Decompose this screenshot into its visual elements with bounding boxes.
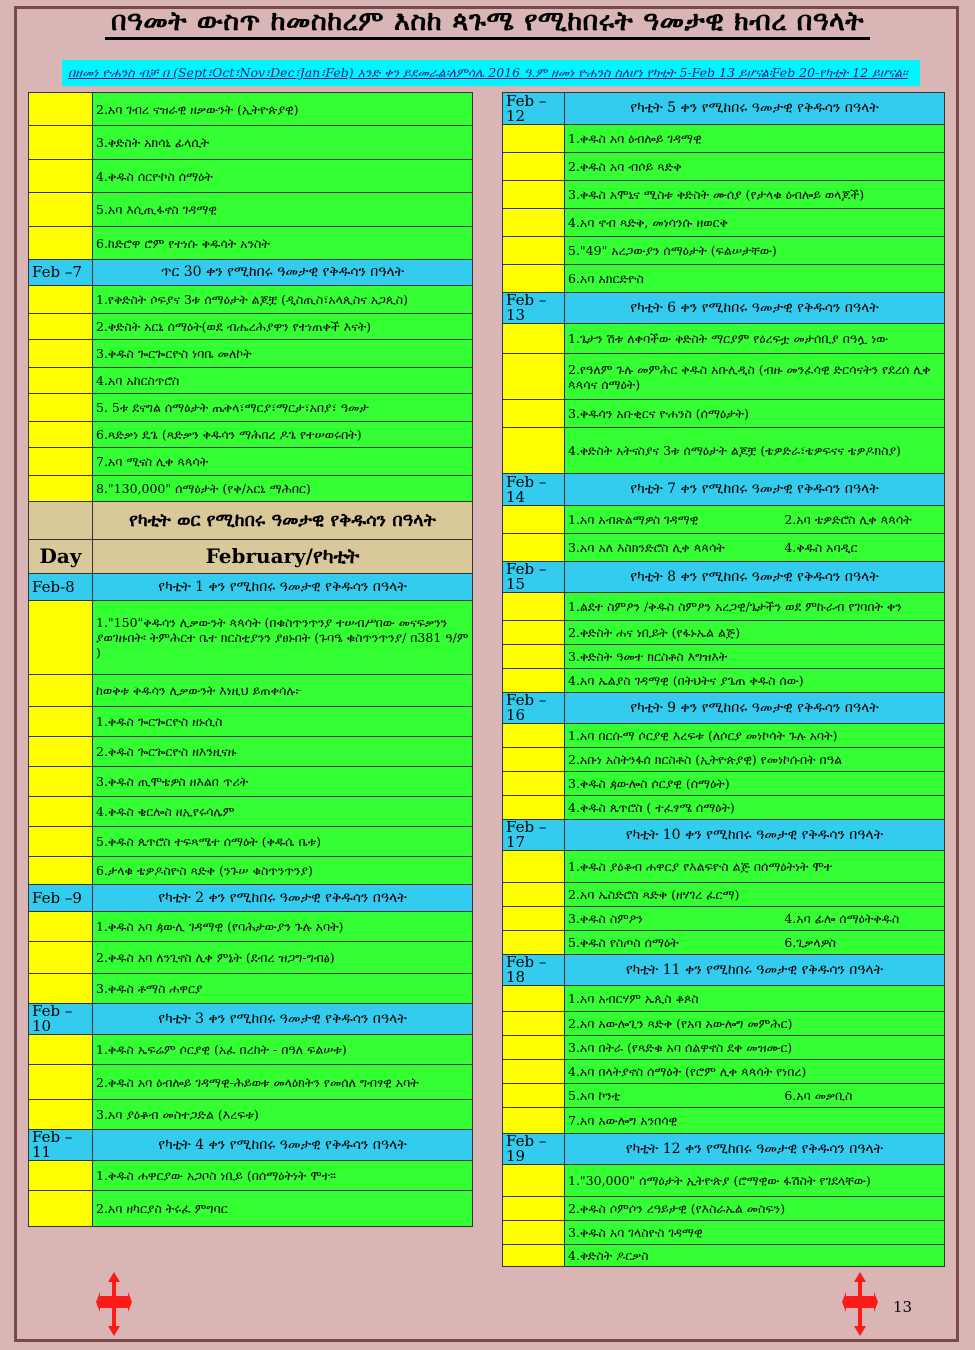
table-row <box>503 621 945 645</box>
feast-item-text: 3.አባ አለ እስክንድሮስ ሊቀ ጳጳሳት <box>568 540 725 555</box>
table-row <box>503 748 945 772</box>
feast-item: 5.ቅዱስ ጴጥሮስ ተፍጻሜተ ሰማዕት (ቅዱሴ ቤቱ) <box>93 827 473 857</box>
section-header: የካቲት 10 ቀን የሚከበሩ ዓመታዊ የቅዱሳን በዓላት <box>565 820 945 851</box>
table-row <box>29 340 473 368</box>
feast-item: 1.ቅዱስ ያዕቆብ ሐዋርያ የእልፍዮስ ልጅ በሰማዕትነት ሞተ <box>565 851 945 883</box>
day-cell <box>503 534 565 562</box>
feast-item-text: 3.ቅዱስ ስምዖን <box>568 911 643 926</box>
feast-item: 1."30,000" ሰማዕታት ኢትዮጵያ (ሮማዊው ፋሽስት የገደላቸው) <box>565 1165 945 1197</box>
table-row <box>29 1191 473 1227</box>
table-row <box>503 1108 945 1134</box>
day-cell <box>503 772 565 796</box>
day-label: Feb-8 <box>29 574 93 601</box>
day-cell <box>503 669 565 693</box>
feast-item: 3.ቅዱስ ቶማስ ሐዋርያ <box>93 974 473 1004</box>
day-cell <box>503 851 565 883</box>
day-cell <box>503 400 565 428</box>
table-row <box>29 737 473 767</box>
day-cell <box>29 974 93 1004</box>
feast-item: 4.አባ በላትያኖስ ሰማዕት (የሮም ሊቀ ጳጳሳት የነበረ) <box>565 1060 945 1084</box>
day-cell <box>503 428 565 474</box>
table-row <box>29 260 473 286</box>
day-cell <box>503 883 565 907</box>
table-row <box>503 820 945 851</box>
table-row <box>29 126 473 160</box>
feast-item: 4.ቅዱስ ጴጥሮስ ( ተፈፃሜ ሰማዕት) <box>565 796 945 820</box>
day-cell <box>503 621 565 645</box>
feast-item: 4.ቅድስት ዶርቃስ <box>565 1245 945 1267</box>
day-cell <box>503 1060 565 1084</box>
feast-item: 3.ቅድስት ዓመተ ክርስቶስ እግዝእት <box>565 645 945 669</box>
day-cell <box>29 1161 93 1191</box>
table-row <box>29 394 473 422</box>
feast-item: 1.ጌታን ሽቱ ለቀባችው ቅድስት ማርያም የዕረፍቷ መታሰቢያ በዓሏ ነው <box>565 324 945 354</box>
feast-item <box>565 907 945 931</box>
day-label: Feb –18 <box>503 955 565 986</box>
table-row <box>503 883 945 907</box>
section-header: የካቲት 6 ቀን የሚከበሩ ዓመታዊ የቅዱሳን በዓላት <box>565 293 945 324</box>
table-row <box>503 931 945 955</box>
feast-item: 1.አባ አብርሃም ኤጲስ ቆጶስ <box>565 986 945 1012</box>
table-row <box>29 707 473 737</box>
table-row <box>503 1012 945 1036</box>
table-row <box>503 474 945 506</box>
table-row <box>29 502 473 540</box>
feast-item: 4.ቅዱስ ቄርሎስ ዘኢየሩሳሌም <box>93 797 473 827</box>
day-label: Feb –16 <box>503 693 565 724</box>
day-cell <box>503 931 565 955</box>
feast-item: 3.ቅዱሳን አቡቂርና ዮሐንስ (ሰማዕታት) <box>565 400 945 428</box>
feast-item: 4.ቅዱስ ሰርዮኮስ ሰማዕት <box>93 160 473 193</box>
section-header: የካቲት 11 ቀን የሚከበሩ ዓመታዊ የቅዱሳን በዓላት <box>565 955 945 986</box>
feast-item: 3.ቅዱስ ጢሞቴዎስ ዘእልበ ጥሪት <box>93 767 473 797</box>
day-column-label: Day <box>29 540 93 574</box>
feast-item: ከወቅቱ ቅዱሳን ሊቃውንት እነዚህ ይጠቀሳሉ፦ <box>93 675 473 707</box>
feast-item: 2.አባ ኤስድሮስ ጻድቅ (ዘሃገረ ፈርማ) <box>565 883 945 907</box>
feast-item <box>565 931 945 955</box>
table-row <box>503 851 945 883</box>
feast-item: 8."130,000" ሰማዕታት (የቅ/አርኒ ማሕበር) <box>93 476 473 502</box>
table-row <box>29 912 473 942</box>
table-row <box>503 1060 945 1084</box>
cross-icon <box>842 1272 878 1336</box>
feast-item: 2.ቅዱስ አባ ብሶይ ጻድቅ <box>565 153 945 181</box>
feast-item: 3.ቅዱስ ጐርጐርዮስ ነባቤ መለኮት <box>93 340 473 368</box>
page-number: 13 <box>893 1298 913 1316</box>
day-cell <box>503 1165 565 1197</box>
feast-item-text: 6.አባ መቃቢስ <box>784 1088 853 1103</box>
month-label: February/የካቲት <box>93 540 473 574</box>
day-cell <box>29 227 93 260</box>
table-row <box>503 293 945 324</box>
feast-item: 2.አቡነ አስትንፋሰ ክርስቶስ (ኢትዮጵያዊ) የመነኮሱበት በዓል <box>565 748 945 772</box>
table-row <box>503 1084 945 1108</box>
day-cell <box>29 340 93 368</box>
day-cell <box>503 796 565 820</box>
feast-item-text: 5.ቅዱስ የስጦስ ሰማዕት <box>568 935 679 950</box>
feast-item: 6.ጻድቃነ ዴጌ (ጻድቃን ቅዱሳን ማሕበረ ዶጌ የተሠወሩበት) <box>93 422 473 448</box>
feast-item: 1.አባ በርሱማ ሶርያዊ እረፍቱ (ለሶርያ መነኮሳት ጉሉ አባት) <box>565 724 945 748</box>
day-cell <box>503 1012 565 1036</box>
day-cell <box>29 1035 93 1065</box>
day-label: Feb –12 <box>503 93 565 125</box>
table-row <box>503 669 945 693</box>
table-row <box>503 724 945 748</box>
day-label: Feb –7 <box>29 260 93 286</box>
feast-item: 6.አባ አክርድዮስ <box>565 265 945 293</box>
table-row <box>503 534 945 562</box>
table-row <box>29 540 473 574</box>
feast-item: 1.የቅድስት ሶፍያና 3ቱ ሰማዕታት ልጆቿ (ዲስጢስ፣አላጲስና አጋጲስ) <box>93 286 473 314</box>
day-label: Feb –19 <box>503 1134 565 1165</box>
day-cell <box>503 1197 565 1221</box>
day-cell <box>29 394 93 422</box>
feast-item: 2.ቅዱስ አባ ዕብሎይ ገዳማዊ-ሕይወቱ መላዕክትን የመሰለ ግብፃዊ አባት <box>93 1065 473 1100</box>
feast-item: 1.ቅዱስ አባ ዕብሎይ ገዳማዊ <box>565 125 945 153</box>
feast-item: 4.አባ አከርስጥሮስ <box>93 368 473 394</box>
table-row <box>503 1165 945 1197</box>
day-cell <box>503 1245 565 1267</box>
day-cell <box>503 354 565 400</box>
table-row <box>503 796 945 820</box>
day-cell <box>503 724 565 748</box>
cross-icon <box>96 1272 132 1336</box>
day-cell <box>29 601 93 675</box>
table-row <box>503 506 945 534</box>
table-row <box>29 1004 473 1035</box>
band-cell <box>29 502 93 540</box>
section-header: የካቲት 1 ቀን የሚከበሩ ዓመታዊ የቅዱሳን በዓላት <box>93 574 473 601</box>
table-row <box>503 400 945 428</box>
table-row <box>29 601 473 675</box>
day-label: Feb –10 <box>29 1004 93 1035</box>
day-label: Feb –9 <box>29 885 93 912</box>
table-row <box>503 209 945 237</box>
table-row <box>29 160 473 193</box>
day-cell <box>503 1221 565 1245</box>
day-cell <box>29 827 93 857</box>
table-row <box>29 885 473 912</box>
table-row <box>29 1065 473 1100</box>
day-cell <box>29 942 93 974</box>
day-cell <box>503 1036 565 1060</box>
section-header: የካቲት 8 ቀን የሚከበሩ ዓመታዊ የቅዱሳን በዓላት <box>565 562 945 593</box>
day-cell <box>503 1108 565 1134</box>
day-cell <box>503 324 565 354</box>
table-row <box>29 1035 473 1065</box>
section-header: የካቲት 5 ቀን የሚከበሩ ዓመታዊ የቅዱሳን በዓላት <box>565 93 945 125</box>
section-header: የካቲት 9 ቀን የሚከበሩ ዓመታዊ የቅዱሳን በዓላት <box>565 693 945 724</box>
table-row <box>29 767 473 797</box>
table-row <box>29 1161 473 1191</box>
day-cell <box>29 797 93 827</box>
day-cell <box>29 912 93 942</box>
feast-item: 1.ልደተ ስምዖን /ቅዱስ ስምዖን አረጋዊ/ጌታችን ወደ ምኩራብ የገባበት ቀን <box>565 593 945 621</box>
table-row <box>29 448 473 476</box>
feast-item: 2.የዓለም ጉሉ መምሕር ቅዱስ አቡሊዲስ (ብዙ መንፈሳዊ ድርሳናትን የደረሰ ሊቀ ጳጳሳና ሰማዕት) <box>565 354 945 400</box>
feast-item: 4.አባ ኤልያስ ገዳማዊ (በትህትና ያጌጠ ቅዱስ ሰው) <box>565 669 945 693</box>
day-label: Feb –17 <box>503 820 565 851</box>
day-cell <box>503 181 565 209</box>
table-row <box>503 1245 945 1267</box>
feast-item: 2.አባ አውሎጊን ጻድቅ (የአባ አውሎግ መምሕር) <box>565 1012 945 1036</box>
feast-item: 4.አባ ኖብ ጻድቅ, መነሳንሱ ዘወርቅ <box>565 209 945 237</box>
table-row <box>503 324 945 354</box>
page-title: በዓመት ውስጥ ከመስከረም እስከ ጳጉሜ የሚከበሩት ዓመታዊ ክብረ በዓላት <box>0 6 975 38</box>
feast-item: 2.ቅዱስ አባ ለንጊኖስ ሊቀ ምኔት (ደብረ ዝጋግ-ግብፅ) <box>93 942 473 974</box>
day-cell <box>29 286 93 314</box>
feast-item: 6.ከድሮዋ ሮም የተነሱ ቅዱሳት አንስት <box>93 227 473 260</box>
day-cell <box>503 125 565 153</box>
table-row <box>29 574 473 601</box>
day-cell <box>29 368 93 394</box>
feast-item-text: 6.ጊቃላዎስ <box>784 935 836 950</box>
feast-item: 2.አባ ገብረ ናዝራዊ ዘቃውንት (ኢትዮጵያዊ) <box>93 93 473 126</box>
day-cell <box>29 126 93 160</box>
feast-item-text: 5.አባ ኮንቲ <box>568 1088 621 1103</box>
table-row <box>29 942 473 974</box>
day-label: Feb –11 <box>29 1130 93 1161</box>
table-row <box>503 1197 945 1221</box>
day-cell <box>503 593 565 621</box>
table-row <box>503 153 945 181</box>
month-band-title: የካቲት ወር የሚከበሩ ዓመታዊ የቅዱሳን በዓላት <box>93 502 473 540</box>
table-row <box>29 1130 473 1161</box>
table-row <box>29 368 473 394</box>
feast-item: 3.ቅዱስ አሞኒና ሚስቱ ቅድስት ሙሰያ (የታላቁ ዕብሎይ ወላጆች) <box>565 181 945 209</box>
table-row <box>503 428 945 474</box>
feast-item-text: 1.አባ አብጽልማዎስ ገዳማዊ <box>568 512 699 527</box>
day-cell <box>29 1191 93 1227</box>
day-cell <box>29 448 93 476</box>
table-row <box>503 593 945 621</box>
subtitle-note: በዘመነ ዮሐንስ ብቻ በ (Sept፣Oct፣Nov፣Dec፣Jan፣Feb) አንድ ቀን ይደመራል፡ለምሳሌ 2016 ዓ.ም ዘመነ ዮሐንስ ስለሆነ የካቲት 5-Feb 13 ይሆናል፡Feb 20-የካቲት 12 ይሆናል። <box>62 60 920 86</box>
section-header: የካቲት 12 ቀን የሚከበሩ ዓመታዊ የቅዱሳን በዓላት <box>565 1134 945 1165</box>
day-cell <box>29 1100 93 1130</box>
feast-item: 5.አባ እሲጢፋኖስ ገዳማዊ <box>93 193 473 227</box>
table-row <box>503 265 945 293</box>
table-row <box>29 827 473 857</box>
day-label: Feb –13 <box>503 293 565 324</box>
table-row <box>503 693 945 724</box>
table-row <box>29 857 473 885</box>
table-row <box>503 1036 945 1060</box>
day-cell <box>503 1084 565 1108</box>
table-row <box>29 974 473 1004</box>
table-row <box>503 645 945 669</box>
day-cell <box>29 422 93 448</box>
table-row <box>503 93 945 125</box>
table-row <box>29 422 473 448</box>
table-row <box>29 314 473 340</box>
feast-item: 6.ታላቁ ቴዎዶስዮስ ጻድቅ (ንጉሠ ቁስጥንጥንያ) <box>93 857 473 885</box>
day-cell <box>29 93 93 126</box>
section-header: የካቲት 3 ቀን የሚከበሩ ዓመታዊ የቅዱሳን በዓላት <box>93 1004 473 1035</box>
day-cell <box>29 707 93 737</box>
feast-item <box>565 1084 945 1108</box>
feast-item: 2.ቅድስት ሐና ነቢይት (የፋኑኤል ልጅ) <box>565 621 945 645</box>
day-cell <box>503 907 565 931</box>
feast-item <box>565 506 945 534</box>
right-calendar-table <box>502 92 945 1267</box>
feast-item: 3.ቅዱስ አባ ገላስዮስ ገዳማዊ <box>565 1221 945 1245</box>
day-cell <box>503 506 565 534</box>
feast-item: 2.አባ ዘካርያስ ትሩፈ ምግባር <box>93 1191 473 1227</box>
table-row <box>29 675 473 707</box>
feast-item: 1.ቅዱስ ሐዋርያው አጋቦስ ነቢይ (በሰማዕትነት ሞተ። <box>93 1161 473 1191</box>
feast-item: 7.አባ ሚናስ ሊቀ ጳጳሳት <box>93 448 473 476</box>
feast-item: 1."150"ቅዱሳን ሊቃውንት ጳጳሳት (በቁስጥንጥንያ ተሠብሥበው መናፍቃንን ያወገዙበት፡ ትምሕርተ ቤተ ክርስቲያንን ያፀኑበት (ጉባዔ ቁስጥንጥንያ/ በ381 ዓ/ም ) <box>93 601 473 675</box>
section-header: የካቲት 2 ቀን የሚከበሩ ዓመታዊ የቅዱሳን በዓላት <box>93 885 473 912</box>
feast-item: 3.ቅድስት አክሳኒ ፊላሲት <box>93 126 473 160</box>
table-row <box>503 181 945 209</box>
table-row <box>29 193 473 227</box>
table-row <box>503 1221 945 1245</box>
day-cell <box>29 1065 93 1100</box>
feast-item-text: 4.ቅዱስ አባዲር <box>784 540 858 555</box>
left-calendar-table <box>28 92 473 1227</box>
table-row <box>503 907 945 931</box>
table-row <box>29 1100 473 1130</box>
feast-item: 3.አባ በትራ (የጻድቁ አባ ሰልዋኖስ ደቀ መዝሙር) <box>565 1036 945 1060</box>
table-row <box>503 986 945 1012</box>
feast-item: 1.ቅዱስ አባ ዻውሊ ገዳማዊ (የባሕታውያን ጉሉ አባት) <box>93 912 473 942</box>
feast-item: 4.ቅድስት አትናስያና 3ቱ ሰማዕታት ልጆቿ (ቴዎድራ፣ቴዎፍናና ቴዎዶክስያ) <box>565 428 945 474</box>
day-cell <box>503 153 565 181</box>
feast-item <box>565 534 945 562</box>
table-row <box>503 237 945 265</box>
day-cell <box>503 645 565 669</box>
table-row <box>29 797 473 827</box>
feast-item: 2.ቅዱስ ጐርጐርዮስ ዘእንዚናዙ <box>93 737 473 767</box>
day-cell <box>503 209 565 237</box>
day-label: Feb –14 <box>503 474 565 506</box>
day-cell <box>29 314 93 340</box>
table-row <box>503 125 945 153</box>
table-row <box>29 93 473 126</box>
feast-item: 1.ቅዱስ ጐርጐርዮስ ዘኑሲስ <box>93 707 473 737</box>
table-row <box>503 955 945 986</box>
feast-item-text: 2.አባ ቴዎድሮስ ሊቀ ጳጳሳት <box>784 512 912 527</box>
day-cell <box>503 237 565 265</box>
day-label: Feb –15 <box>503 562 565 593</box>
feast-item: 1.ቅዱስ ኤፍሬም ሶርያዊ (አፈ በረከት - በዓለ ፍልሠቱ) <box>93 1035 473 1065</box>
day-cell <box>503 748 565 772</box>
table-row <box>503 1134 945 1165</box>
day-cell <box>29 193 93 227</box>
section-header: የካቲት 7 ቀን የሚከበሩ ዓመታዊ የቅዱሳን በዓላት <box>565 474 945 506</box>
feast-item: 5."49" አረጋውያን ሰማዕታት (ፍልሠታቸው) <box>565 237 945 265</box>
section-header: ጥር 30 ቀን የሚከበሩ ዓመታዊ የቅዱሳን በዓላት <box>93 260 473 286</box>
feast-item: 3.ቅዱስ ዻውሎስ ሶርያዊ (ሰማዕት) <box>565 772 945 796</box>
feast-item: 5. 5ቱ ደናግል ሰማዕታት ጤቅላ፣ማርያ፣ማርታ፣አበያ፣ ዓመታ <box>93 394 473 422</box>
table-row <box>29 227 473 260</box>
table-row <box>503 772 945 796</box>
feast-item: 2.ቅዱስ ሶምሶን ረዓይታዊ (የእስራኤል መስፍን) <box>565 1197 945 1221</box>
day-cell <box>29 675 93 707</box>
feast-item: 3.አባ ያዕቆብ መስተጋድል (እረፍቱ) <box>93 1100 473 1130</box>
section-header: የካቲት 4 ቀን የሚከበሩ ዓመታዊ የቅዱሳን በዓላት <box>93 1130 473 1161</box>
day-cell <box>503 265 565 293</box>
day-cell <box>503 986 565 1012</box>
day-cell <box>29 160 93 193</box>
feast-item-text: 4.አባ ፊሎ ሰማዕትቅዱስ <box>784 911 900 926</box>
feast-item: 7.አባ አውሎግ አንበሳዊ <box>565 1108 945 1134</box>
day-cell <box>29 857 93 885</box>
day-cell <box>29 737 93 767</box>
table-row <box>29 286 473 314</box>
table-row <box>503 354 945 400</box>
feast-item: 2.ቅድስት አርኒ ሰማዕት(ወደ ብሔረሕያዋን የተነጠቀች እናት) <box>93 314 473 340</box>
day-cell <box>29 476 93 502</box>
table-row <box>29 476 473 502</box>
day-cell <box>29 767 93 797</box>
table-row <box>503 562 945 593</box>
